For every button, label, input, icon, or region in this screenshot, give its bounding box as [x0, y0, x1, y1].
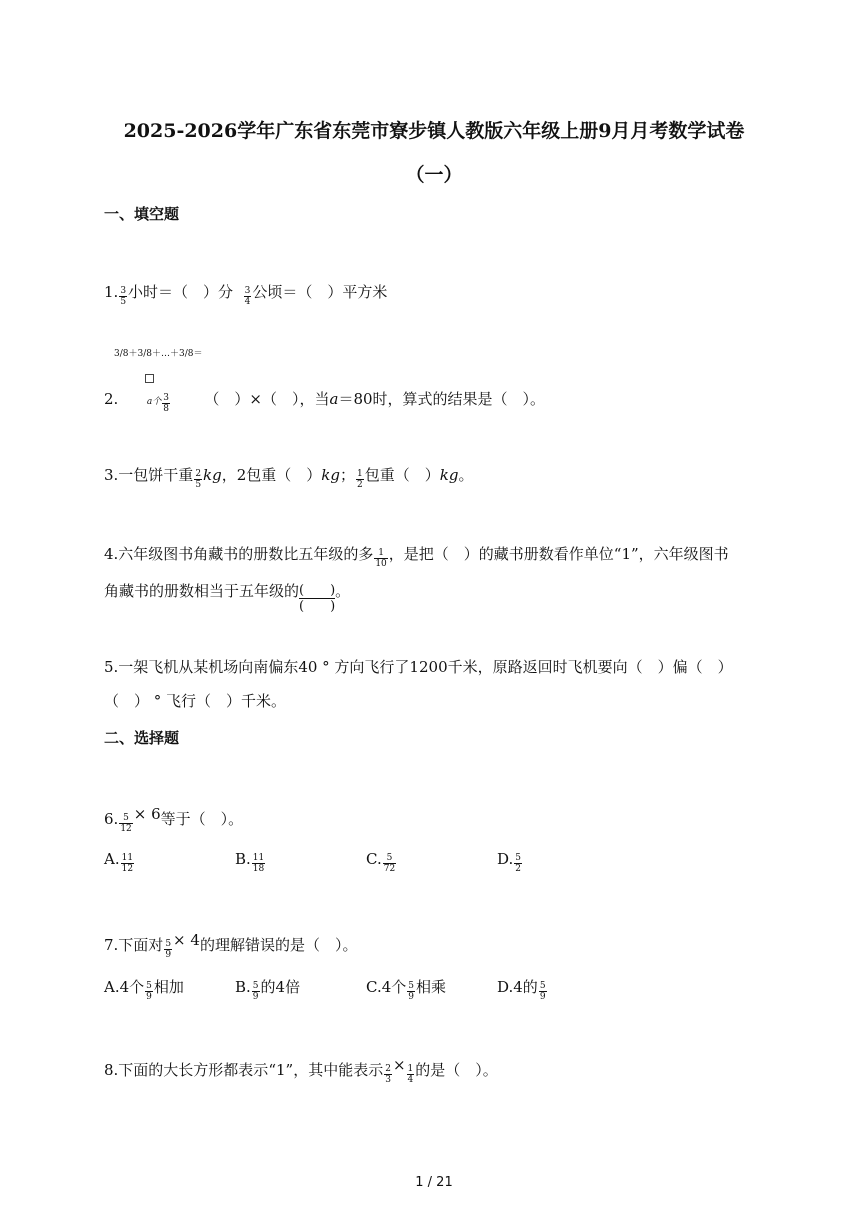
- q2-expression-sum: 3/8＋3/8＋…＋3/8＝: [114, 349, 203, 359]
- question-7: [104, 931, 357, 960]
- q6-option-a: A. $\frac{11}{12}$: [104, 850, 134, 874]
- q4-line2-text: 角藏书的册数相当于五年级的: [104, 582, 300, 600]
- q2-body: （ ）×（ ），当: [204, 390, 330, 408]
- q2-prefix: 2.: [104, 390, 119, 408]
- q3-unit-3: kg: [439, 466, 459, 484]
- q3-fraction-2: $\frac{1}{2}$: [357, 469, 363, 490]
- question-6: [104, 805, 243, 834]
- q7-prefix: 7.下面对: [104, 936, 164, 954]
- q6-option-b: B. $\frac{11}{18}$: [235, 850, 265, 874]
- q8-fraction-2: $\frac{1}{4}$: [407, 1064, 414, 1085]
- q6-text: 等于（ ）。: [160, 810, 244, 828]
- q2-equals: ＝80: [338, 390, 373, 408]
- q3-prefix: 3.一包饼干重: [104, 466, 194, 484]
- q3-fraction-1: $\frac{2}{5}$: [195, 469, 202, 490]
- q7-option-c: C.4个 $\frac{5}{9}$ 相乘: [366, 978, 447, 1002]
- q2-count-label: a个: [146, 397, 162, 407]
- q1-text-2: 公顷＝（ ）平方米: [252, 283, 388, 301]
- q3-text-3: 包重（ ）: [364, 466, 440, 484]
- q1-text-1: 小时＝（ ）分: [128, 283, 234, 301]
- q8-times: ×: [392, 1056, 406, 1074]
- q7-option-a: A.4个 $\frac{5}{9}$ 相加: [104, 978, 184, 1002]
- q7-text: 的理解错误的是（ ）。: [199, 936, 358, 954]
- q1-prefix: 1.: [104, 283, 119, 301]
- q6-prefix: 6.: [104, 810, 119, 828]
- q3-text-1: ，2包重（ ）: [221, 466, 322, 484]
- q2-count-fraction: $\frac{3}{8}$: [163, 393, 170, 414]
- page-title: 2025-2026学年广东省东莞市寮步镇人教版六年级上册9月月考数学试卷: [123, 120, 745, 142]
- q6-option-d: D. $\frac{5}{2}$: [497, 850, 521, 874]
- question-4: [104, 543, 729, 569]
- q6-option-c: C. $\frac{5}{72}$: [366, 850, 396, 874]
- question-8: [104, 1056, 498, 1085]
- q6-times-six: × 6: [133, 805, 161, 823]
- q1-fraction-1: $\frac{3}{5}$: [120, 286, 127, 307]
- question-3: [104, 464, 473, 490]
- section-heading-choice: 二、选择题: [104, 729, 180, 747]
- question-5: 5.一架飞机从某机场向南偏东40 ° 方向飞行了1200千米，原路返回时飞机要向（ ）偏（ ）: [104, 658, 733, 676]
- q7-fraction: $\frac{5}{9}$: [165, 939, 172, 960]
- q4-text-1: ，是把（ ）的藏书册数看作单位“1”，六年级图书: [388, 545, 729, 563]
- q3-unit-2: kg: [321, 466, 340, 484]
- q4-blank-fraction: ( ) ( ): [299, 583, 336, 614]
- page-number: 1 / 21: [415, 1175, 453, 1190]
- q6-fraction: $\frac{5}{12}$: [120, 813, 132, 834]
- q2-tail: 时，算式的结果是（ ）。: [372, 390, 546, 408]
- q8-prefix: 8.下面的大长方形都表示“1”，其中能表示: [104, 1061, 384, 1079]
- q2-variable: a: [329, 390, 339, 408]
- q4-text-2: 。: [335, 582, 351, 600]
- question-2: [104, 388, 545, 414]
- q8-text: 的是（ ）。: [415, 1061, 498, 1079]
- question-4-line2: [104, 580, 350, 614]
- question-1: [104, 281, 387, 307]
- q7-option-b: B. $\frac{5}{9}$ 的4倍: [235, 978, 301, 1002]
- page-title-line2: （一）: [405, 164, 463, 186]
- q7-times-four: × 4: [173, 931, 200, 949]
- q3-text-4: 。: [458, 466, 474, 484]
- q4-prefix: 4.六年级图书角藏书的册数比五年级的多: [104, 545, 374, 563]
- section-heading-fill-in: 一、填空题: [104, 205, 180, 223]
- question-5-line2: （ ） ° 飞行（ ）千米。: [104, 692, 287, 710]
- q3-text-2: ；: [340, 466, 356, 484]
- q1-fraction-2: $\frac{3}{4}$: [244, 286, 251, 307]
- q7-option-d: D.4的 $\frac{5}{9}$: [497, 978, 546, 1002]
- q4-fraction: $\frac{1}{10}$: [375, 548, 387, 569]
- q2-brace-placeholder: [145, 368, 154, 387]
- q3-unit-1: kg: [203, 466, 222, 484]
- q8-fraction-1: $\frac{2}{3}$: [385, 1064, 391, 1085]
